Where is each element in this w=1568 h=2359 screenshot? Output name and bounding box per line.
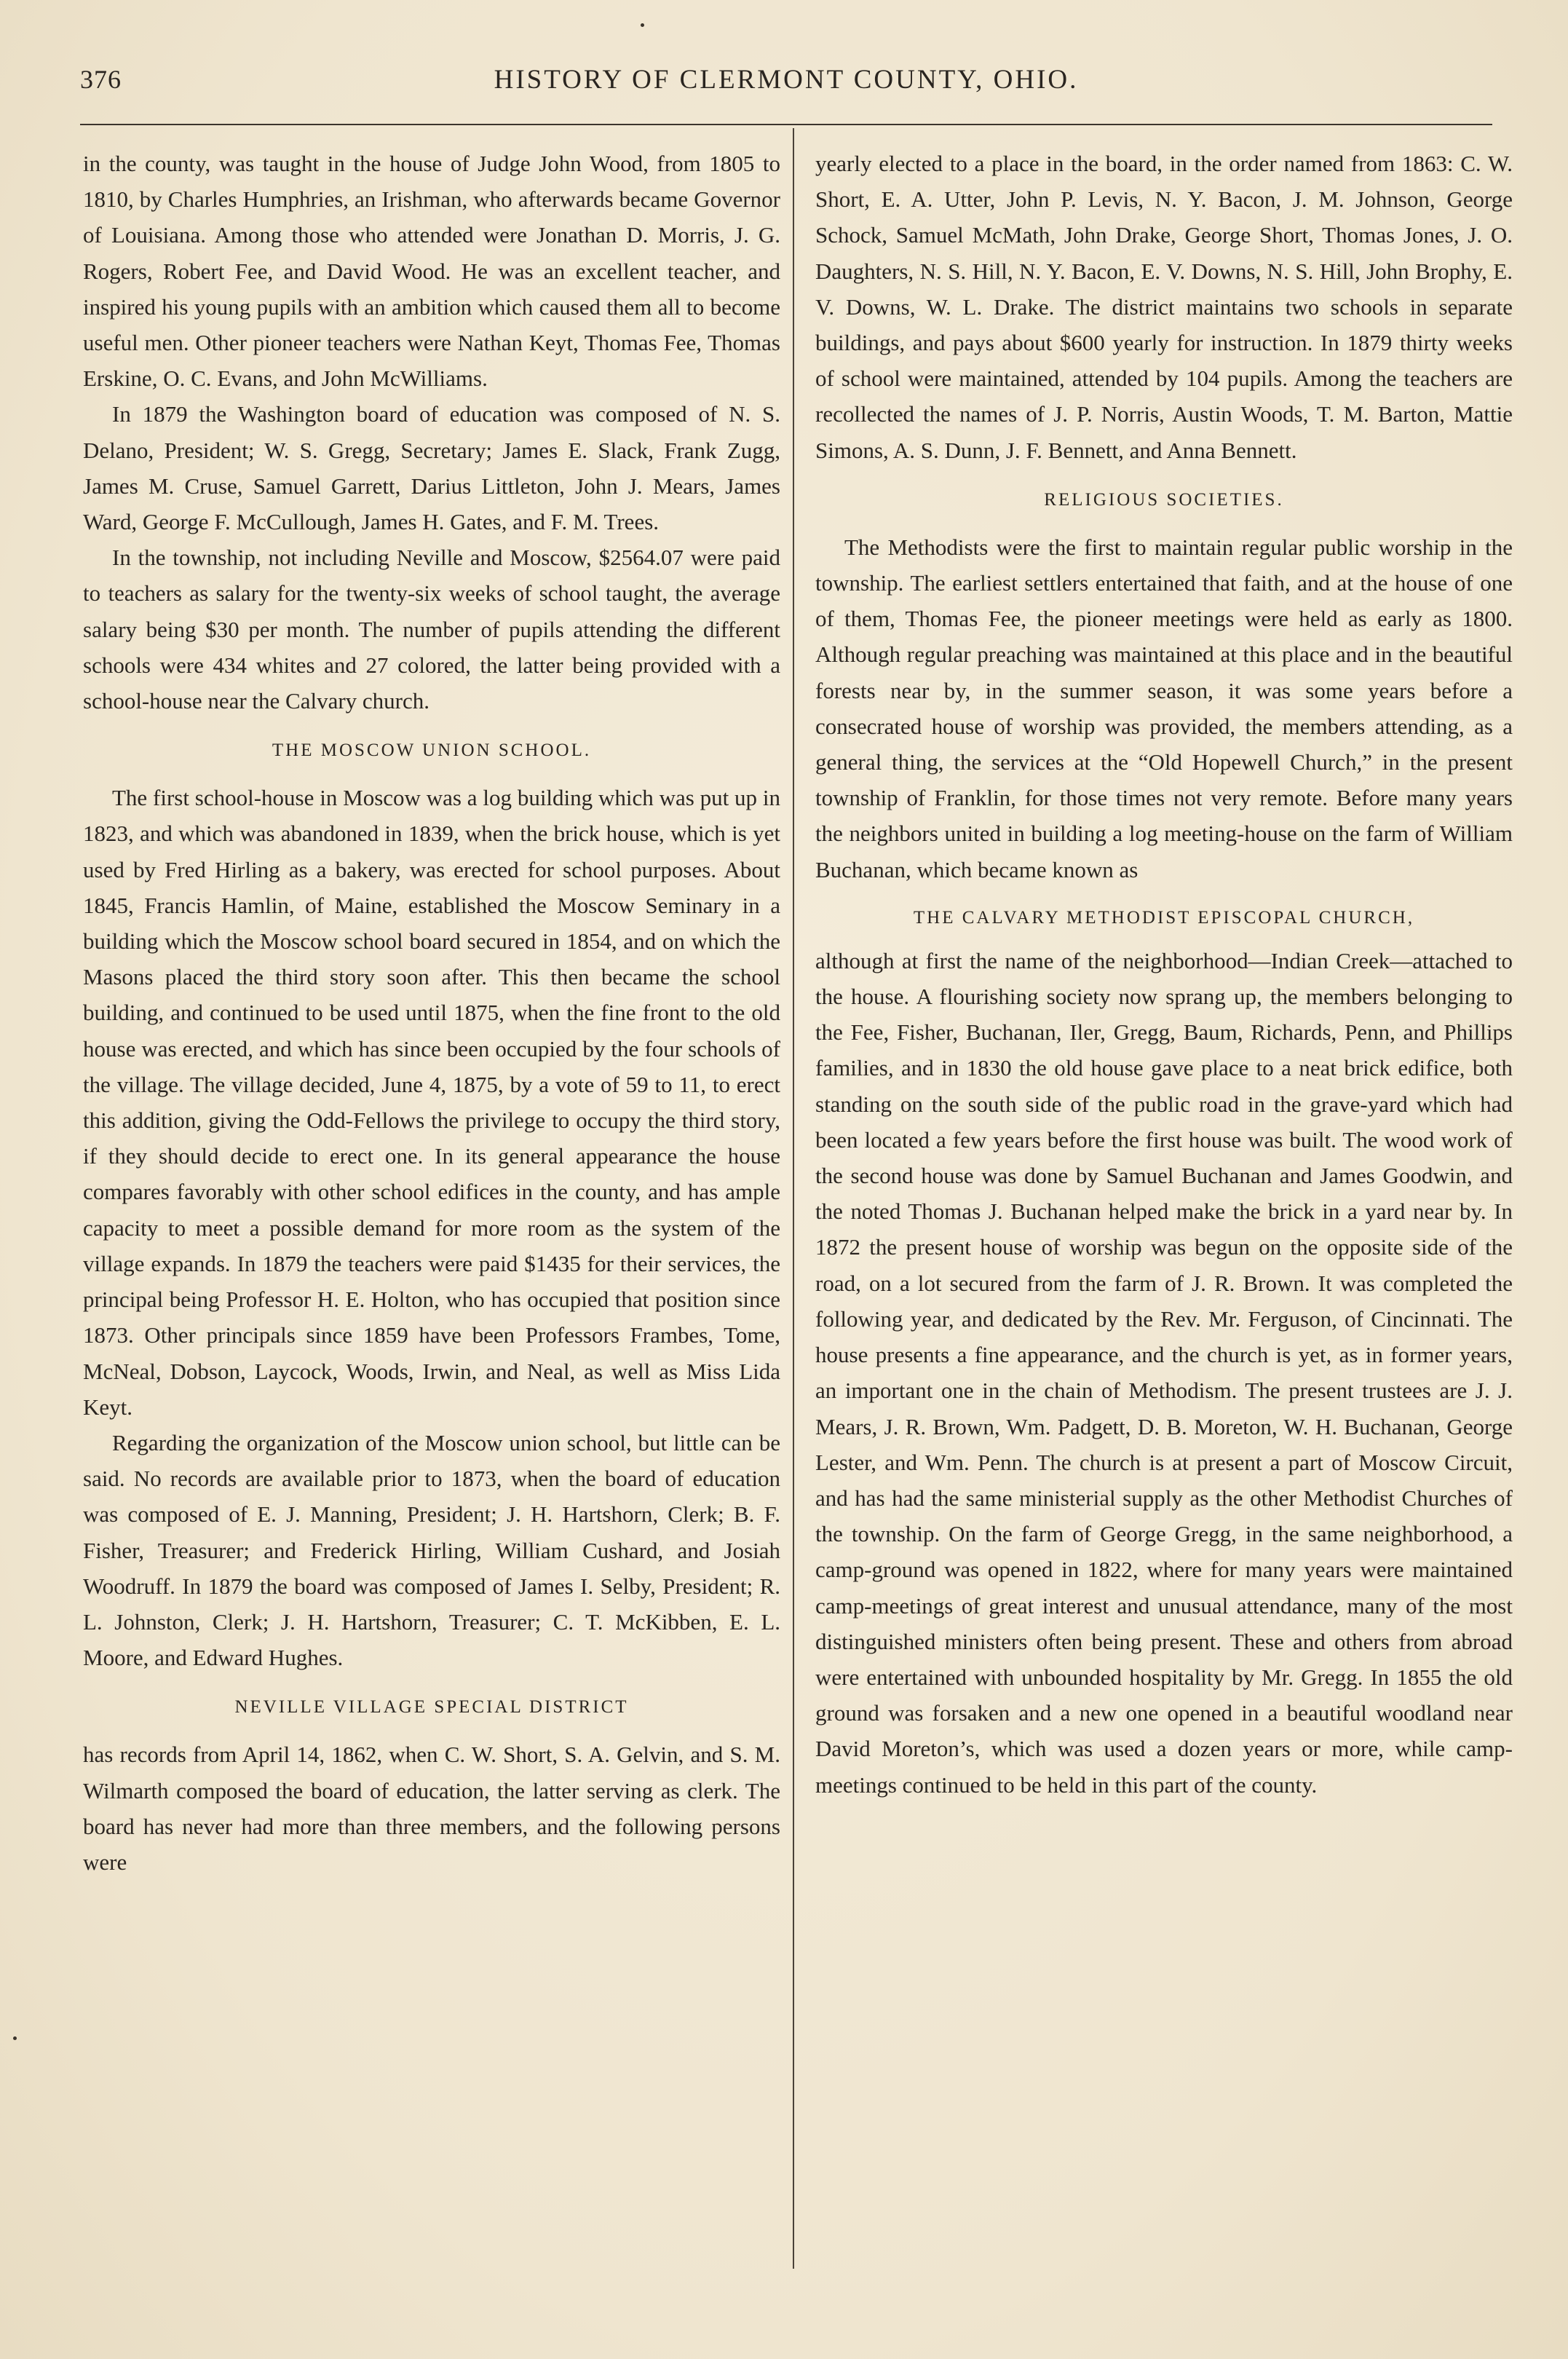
paragraph: The first school-house in Moscow was a log building which was put up in 1823, and which was abandoned in 1839, when the brick house, which is yet used by Fred Hirling as a bakery, was erected for school purposes. About 1845, Francis Hamlin, of Maine, established the Moscow Seminary in a building which the Moscow school board secured in 1854, and on which the Masons placed the third story soon after. This then became the school building, and continued to be used until 1875, when the fine front to the old house was erected, and which has since been occupied by the four schools of the village. The village decided, June 4, 1875, by a vote of 59 to 11, to erect this addition, giving the Odd-Fellows the privilege to occupy the third story, if they should decide to erect one. In its general appearance the house compares favorably with other school edifices in the county, and has ample capacity to meet a possible demand for more room as the system of the village expands. In 1879 the teachers were paid $1435 for their services, the principal being Professor H. E. Holton, who has occupied that position since 1873. Other principals since 1859 have been Professors Frambes, Tome, McNeal, Dobson, Laycock, Woods, Irwin, and Neal, as well as Miss Lida Keyt. <box>83 785 780 1420</box>
print-speck <box>13 2036 17 2040</box>
page-number: 376 <box>80 65 122 94</box>
paragraph: although at first the name of the neighborhood—Indian Creek—attached to the house. A flourishing society now sprang up, the members belonging to the Fee, Fisher, Buchanan, Iler, Gregg, Baum, Richards, Penn, and Phillips families, and in 1830 the old house gave place to a neat brick edifice, both standing on the south side of the public road in the grave-yard which had been located a few years before the first house was built. The wood work of the second house was done by Samuel Buchanan and James Goodwin, and the noted Thomas J. Buchanan helped make the brick in a yard near by. In 1872 the present house of worship was begun on the opposite side of the road, on a lot secured from the farm of J. R. Brown. It was completed the following year, and dedicated by the Rev. Mr. Ferguson, of Cincinnati. The house presents a fine appearance, and the church is yet, as in former years, an important one in the chain of Methodism. The present trustees are J. J. Mears, J. R. Brown, Wm. Padgett, D. B. Moreton, W. H. Buchanan, George Lester, and Wm. Penn. The church is at present a part of Moscow Circuit, and has had the same ministerial supply as the other Methodist Churches of the township. On the farm of George Gregg, in the same neighborhood, a camp-ground was opened in 1822, where for many years were maintained camp-meetings of great interest and unusual attendance, many of the most distinguished ministers often being present. These and others from abroad were entertained with unbounded hospitality by Mr. Gregg. In 1855 the old ground was forsaken and a new one opened in a beautiful woodland near David Moreton’s, which was used a dozen years or more, while camp-meetings continued to be held in this part of the county. <box>815 947 1513 1798</box>
running-title: HISTORY OF CLERMONT COUNTY, OHIO. <box>494 65 1079 95</box>
section-heading: THE MOSCOW UNION SCHOOL. <box>272 740 592 761</box>
paragraph: yearly elected to a place in the board, in the order named from 1863: C. W. Short, E. A. Utter, John P. Levis, N. Y. Bacon, J. M. Johnson, George Schock, Samuel McMath, John Drake, George Short, Thomas Jones, J. O. Daughters, N. S. Hill, N. Y. Bacon, E. V. Downs, N. S. Hill, John Brophy, E. V. Downs, W. L. Drake. The district maintains two schools in separate buildings, and pays about $600 yearly for instruction. In 1879 thirty weeks of school were maintained, attended by 104 pupils. Among the teachers are recollected the names of J. P. Norris, Austin Woods, T. M. Barton, Mattie Simons, A. S. Dunn, J. F. Bennett, and Anna Bennett. <box>815 151 1513 463</box>
section-heading: NEVILLE VILLAGE SPECIAL DISTRICT <box>234 1697 629 1718</box>
page-header <box>80 64 1492 108</box>
paragraph: Regarding the organization of the Moscow union school, but little can be said. No records are available prior to 1873, when the board of education was composed of E. J. Manning, President; J. H. Hartshorn, Clerk; B. F. Fisher, Treasurer; and Frederick Hirling, William Cushard, and Josiah Woodruff. In 1879 the board was composed of James I. Selby, President; R. L. Johnston, Clerk; J. H. Hartshorn, Treasurer; C. T. McKibben, E. L. Moore, and Edward Hughes. <box>83 1429 780 1671</box>
header-rule <box>80 124 1492 125</box>
print-speck <box>641 23 644 27</box>
paragraph: In the township, not including Neville and Moscow, $2564.07 were paid to teachers as salary for the twenty-six weeks of school taught, the average salary being $30 per month. The number of pupils attending the different schools were 434 whites and 27 colored, the latter being provided with a school-house near the Calvary church. <box>83 545 780 714</box>
left-column <box>83 146 780 1880</box>
column-divider <box>793 128 794 2269</box>
section-heading: THE CALVARY METHODIST EPISCOPAL CHURCH, <box>913 907 1415 928</box>
paragraph: In 1879 the Washington board of education was composed of N. S. Delano, President; W. S. Gregg, Secretary; James E. Slack, Frank Zugg, James M. Cruse, Samuel Garrett, Darius Littleton, John J. Mears, James Ward, George F. McCullough, James H. Gates, and F. M. Trees. <box>83 401 780 535</box>
paragraph: The Methodists were the first to maintain regular public worship in the township. The earliest settlers entertained that faith, and at the house of one of them, Thomas Fee, the pioneer meetings were held as early as 1800. Although regular preaching was maintained at this place and in the beautiful forests near by, in the summer season, it was some years before a consecrated house of worship was provided, the members attending, as a general thing, the services at the “Old Hopewell Church,” in the present township of Franklin, for those times not very remote. Before many years the neighbors united in building a log meeting-house on the farm of William Buchanan, which became known as <box>815 534 1513 882</box>
right-column <box>815 146 1513 1803</box>
paragraph: in the county, was taught in the house of Judge John Wood, from 1805 to 1810, by Charles Humphries, an Irishman, who afterwards became Governor of Louisiana. Among those who attended were Jonathan D. Morris, J. G. Rogers, Robert Fee, and David Wood. He was an excellent teacher, and inspired his young pupils with an ambition which caused them all to become useful men. Other pioneer teachers were Nathan Keyt, Thomas Fee, Thomas Erskine, O. C. Evans, and John McWilliams. <box>83 151 780 392</box>
paragraph: has records from April 14, 1862, when C. W. Short, S. A. Gelvin, and S. M. Wilmarth composed the board of education, the latter serving as clerk. The board has never had more than three members, and the following persons were <box>83 1742 780 1875</box>
section-heading: RELIGIOUS SOCIETIES. <box>1044 489 1284 510</box>
